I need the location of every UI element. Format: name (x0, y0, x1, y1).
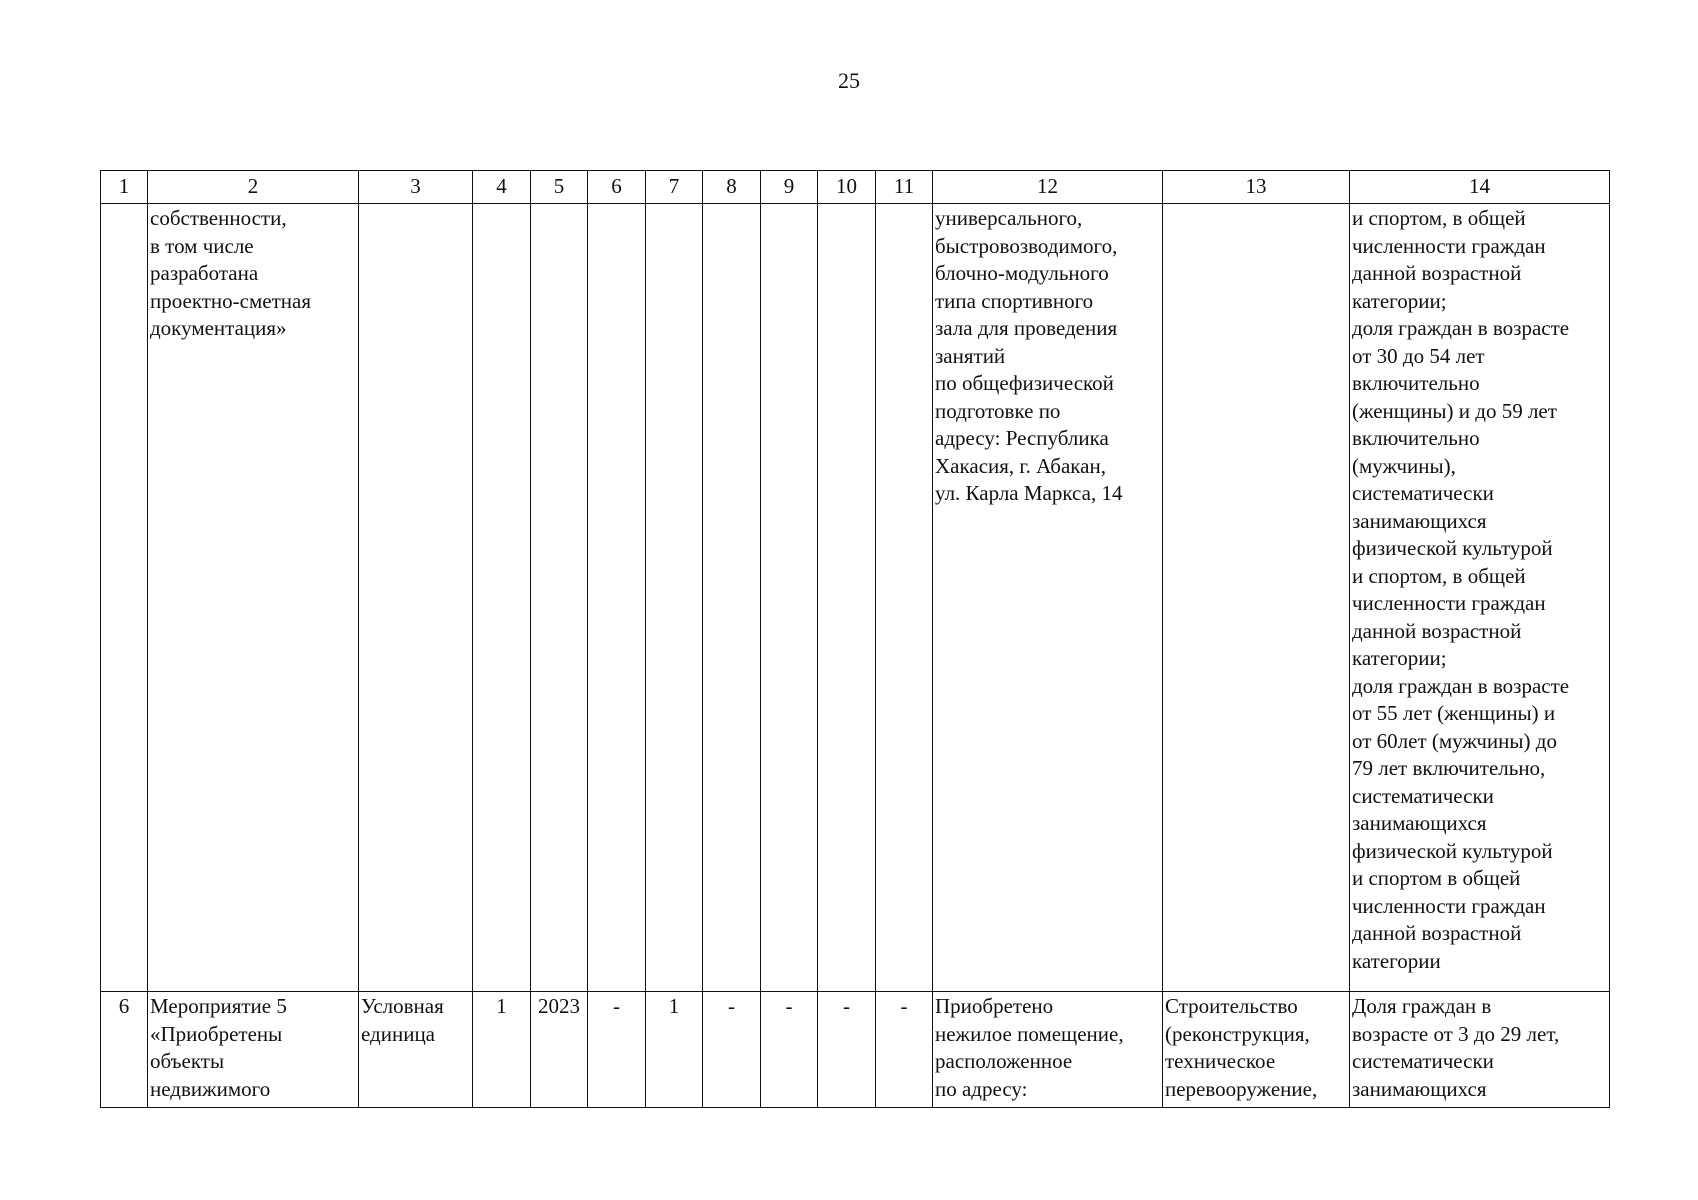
header-cell: 5 (531, 171, 588, 204)
table-row-continued (101, 204, 1610, 992)
table-cell (1163, 204, 1350, 992)
measures-table (100, 170, 1610, 1108)
measure-name-cell: Мероприятие 5 «Приобретены объекты недвижимого (148, 992, 359, 1108)
header-cell: 13 (1163, 171, 1350, 204)
goal-cell: Строительство (реконструкция, техническое перевооружение, (1163, 992, 1350, 1108)
table-cell (646, 204, 703, 992)
table-cell (473, 204, 531, 992)
page-number: 25 (838, 68, 860, 93)
header-cell: 10 (818, 171, 876, 204)
table-cell: 1 (473, 992, 531, 1108)
result-description-cell: Приобретено нежилое помещение, расположенное по адресу: (933, 992, 1163, 1108)
table-row-6 (101, 992, 1610, 1108)
table-cell (531, 204, 588, 992)
header-cell: 4 (473, 171, 531, 204)
header-cell: 2 (148, 171, 359, 204)
indicator-cell: Доля граждан в возрасте от 3 до 29 лет, систематически занимающихся (1350, 992, 1610, 1108)
header-cell: 6 (588, 171, 646, 204)
table-cell: - (876, 992, 933, 1108)
header-cell: 3 (359, 171, 473, 204)
table-cell: - (761, 992, 818, 1108)
table-cell: - (818, 992, 876, 1108)
table-cell (588, 204, 646, 992)
table-cell (761, 204, 818, 992)
indicator-cell: и спортом, в общей численности граждан данной возрастной категории; доля граждан в возрасте от 30 до 54 лет включительно (женщины) и до 59 лет включительно (мужчины), систематически занимающихся физической культурой и спортом, в общей численности граждан данной возрастной категории; доля граждан в возрасте от 55 лет (женщины) и от 60лет (мужчины) до 79 лет включительно, систематически занимающихся физической культурой и спортом в общей численности граждан данной возрастной категории (1350, 204, 1610, 992)
unit-cell: Условная единица (359, 992, 473, 1108)
header-cell: 9 (761, 171, 818, 204)
header-cell: 14 (1350, 171, 1610, 204)
table-cell: - (703, 992, 761, 1108)
header-cell: 1 (101, 171, 148, 204)
year-cell: 2023 (531, 992, 588, 1108)
table-cell (359, 204, 473, 992)
table-cell (876, 204, 933, 992)
measure-name-cell: собственности, в том числе разработана проектно-сметная документация» (148, 204, 359, 992)
result-description-cell: универсального, быстровозводимого, блочно-модульного типа спортивного зала для проведения занятий по общефизической подготовке по адресу: Республика Хакасия, г. Абакан, ул. Карла Маркса, 14 (933, 204, 1163, 992)
header-cell: 12 (933, 171, 1163, 204)
table-cell (703, 204, 761, 992)
table-cell (818, 204, 876, 992)
row-number-cell: 6 (101, 992, 148, 1108)
table-cell (101, 204, 148, 992)
header-cell: 7 (646, 171, 703, 204)
header-cell: 8 (703, 171, 761, 204)
table-cell: 1 (646, 992, 703, 1108)
header-cell: 11 (876, 171, 933, 204)
table-cell: - (588, 992, 646, 1108)
table-header-row (101, 171, 1610, 204)
